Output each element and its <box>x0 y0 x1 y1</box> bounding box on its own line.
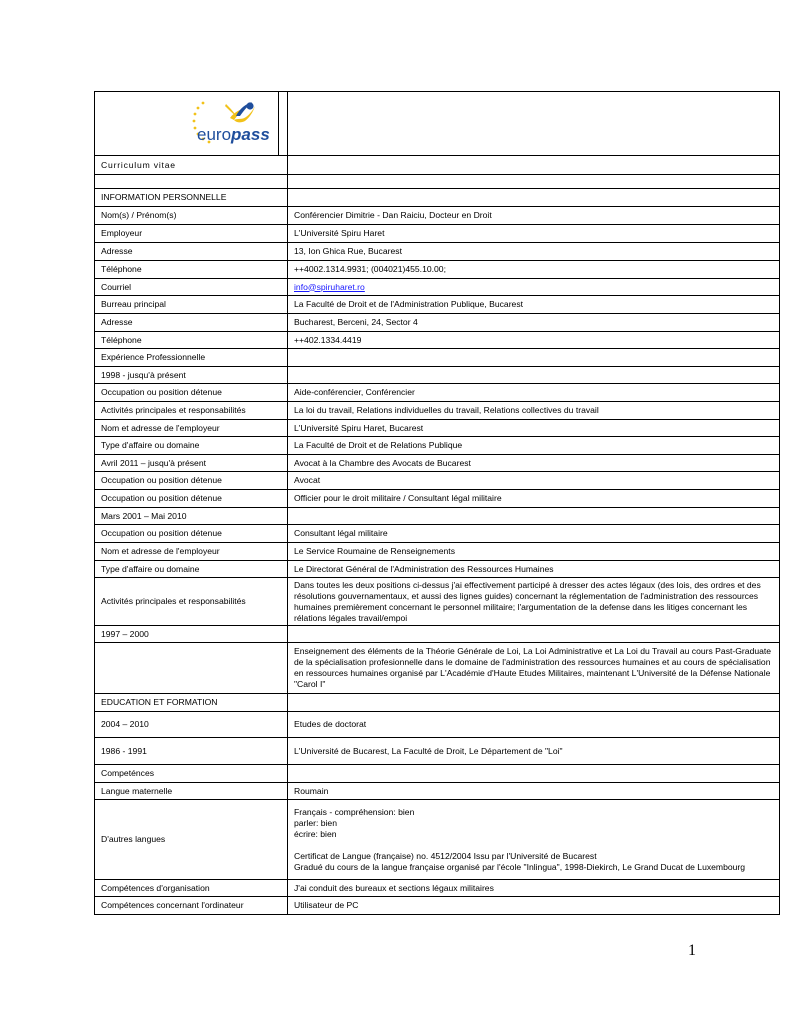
cv-row <box>95 349 780 367</box>
row-value-text: Conférencier Dimitrie - Dan Raiciu, Docteur en Droit <box>294 210 492 220</box>
cv-row <box>95 437 780 455</box>
cv-row <box>95 402 780 420</box>
cv-row <box>95 643 780 694</box>
row-label: INFORMATION PERSONNELLE <box>95 189 288 207</box>
row-label: Courriel <box>95 279 288 296</box>
row-value-text: Officier pour le droit militaire / Consultant légal militaire <box>294 493 502 503</box>
cv-row <box>95 490 780 508</box>
logo-cell <box>95 92 288 156</box>
row-value <box>288 783 780 800</box>
logo-side-box <box>278 92 288 155</box>
row-value-text: Bucharest, Berceni, 24, Sector 4 <box>294 317 418 327</box>
row-value-text: Avocat à la Chambre des Avocats de Bucarest <box>294 457 471 468</box>
row-label: Compétences d'organisation <box>95 880 288 897</box>
cv-row <box>95 225 780 243</box>
row-value-text: Etudes de doctorat <box>294 719 367 729</box>
row-value <box>288 314 780 332</box>
email-link[interactable]: info@spiruharet.ro <box>294 281 365 292</box>
row-value <box>288 207 780 225</box>
cv-row <box>95 626 780 643</box>
row-label: Activités principales et responsabilités <box>95 578 288 626</box>
cv-row <box>95 367 780 384</box>
cv-row <box>95 472 780 490</box>
cv-row <box>95 455 780 472</box>
row-value-text: Le Service Roumaine de Renseignements <box>294 546 455 556</box>
row-label: 1997 – 2000 <box>95 626 288 643</box>
row-value <box>288 437 780 455</box>
page-number: 1 <box>688 942 696 959</box>
row-value <box>288 508 780 525</box>
row-value-text: J'ai conduit des bureaux et sections légaux militaires <box>294 882 494 893</box>
row-value <box>288 279 780 296</box>
row-label: 1998 - jusqu'à présent <box>95 367 288 384</box>
row-value <box>288 175 780 189</box>
row-value <box>288 455 780 472</box>
row-value-text: ++4002.1314.9931; (004021)455.10.00; <box>294 264 446 274</box>
row-label: 1986 - 1991 <box>95 738 288 765</box>
row-value <box>288 367 780 384</box>
cv-row <box>95 175 780 189</box>
row-label: Occupation ou position détenue <box>95 490 288 508</box>
row-value <box>288 543 780 561</box>
row-label: Adresse <box>95 243 288 261</box>
row-value-text: L'Université Spiru Haret <box>294 228 385 238</box>
row-label: Type d'affaire ou domaine <box>95 561 288 578</box>
row-value <box>288 800 780 880</box>
row-value-text: La Faculté de Droit et de Relations Publique <box>294 440 463 450</box>
row-label: Curriculum vitae <box>95 156 288 175</box>
row-value-text: La loi du travail, Relations individuelles du travail, Relations collectives du travail <box>294 405 599 415</box>
row-value <box>288 490 780 508</box>
row-value <box>288 578 780 626</box>
svg-text:europass <box>197 125 270 144</box>
row-value-text: L'Université Spiru Haret, Bucarest <box>294 422 424 433</box>
row-value-text: Avocat <box>294 475 321 485</box>
row-value <box>288 225 780 243</box>
row-value <box>288 738 780 765</box>
cv-row <box>95 800 780 880</box>
row-value <box>288 880 780 897</box>
row-label: Employeur <box>95 225 288 243</box>
cv-row <box>95 189 780 207</box>
row-value-text: Aide-conférencier, Conférencier <box>294 387 415 397</box>
row-value-text: Enseignement des éléments de la Théorie Générale de Loi, La Loi Administrative et La Loi du Travail au cours Past-Graduate de la spécialisation profesionnelle dans le domaine de l'administration des ressources humaines et au cours de spécialisation en ressources humaines organisé par L'Académie d'Haute Etudes Militaires, maintenant L'Université de la Défense Nationale "Carol I" <box>294 646 772 689</box>
row-value <box>288 897 780 915</box>
row-value-text: Français - compréhension: bien parler: bien écrire: bien Certificat de Langue (française) no. 4512/2004 Issu par l'Université de Bucarest Gradué du cours de la langue française organisé par l'école "Inlingua", 1998-Diekirch, Le Grand Ducat de Luxembourg <box>294 806 746 872</box>
cv-row <box>95 384 780 402</box>
europass-logo <box>190 96 280 146</box>
row-label: Langue maternelle <box>95 783 288 800</box>
row-value-text: Dans toutes les deux positions ci-dessus j'ai effectivement participé à dresser des actes légaux (des lois, des ordres et des résolutions gouvernamentaux, et aussi des lignes guides) concernant la réglementation de l'administration des ressources humaines premièrement concernant le personnel militaire; l'argumentation de la defense dans les litiges concernant les rélations légales travail/empoi <box>294 579 761 623</box>
logo-row-empty-cell <box>288 92 780 156</box>
row-value <box>288 384 780 402</box>
row-label: Adresse <box>95 314 288 332</box>
row-value-text: Utilisateur de PC <box>294 900 359 910</box>
row-value-text: ++402.1334.4419 <box>294 334 362 345</box>
row-label: Avril 2011 – jusqu'à présent <box>95 455 288 472</box>
row-label: Téléphone <box>95 261 288 279</box>
row-value-text: Le Directorat Général de l'Administration des Ressources Humaines <box>294 563 554 574</box>
row-label: Burreau principal <box>95 296 288 314</box>
row-label: Nom(s) / Prénom(s) <box>95 207 288 225</box>
cv-row <box>95 279 780 296</box>
row-label: Nom et adresse de l'employeur <box>95 543 288 561</box>
row-label: Occupation ou position détenue <box>95 384 288 402</box>
cv-row <box>95 765 780 783</box>
row-value <box>288 643 780 694</box>
cv-row <box>95 578 780 626</box>
row-label: Expérience Professionnelle <box>95 349 288 367</box>
cv-row <box>95 897 780 915</box>
row-label <box>95 643 288 694</box>
cv-row <box>95 156 780 175</box>
row-label: Compétences concernant l'ordinateur <box>95 897 288 915</box>
cv-row <box>95 712 780 738</box>
row-value <box>288 712 780 738</box>
cv-table <box>94 91 780 915</box>
cv-row <box>95 332 780 349</box>
cv-row <box>95 783 780 800</box>
row-value-text: La Faculté de Droit et de l'Administration Publique, Bucarest <box>294 299 524 309</box>
cv-row <box>95 420 780 437</box>
logo-text-pass: pass <box>231 125 270 144</box>
row-label: Type d'affaire ou domaine <box>95 437 288 455</box>
cv-row <box>95 243 780 261</box>
cv-row <box>95 694 780 712</box>
cv-row <box>95 296 780 314</box>
row-value <box>288 296 780 314</box>
row-label: Nom et adresse de l'employeur <box>95 420 288 437</box>
row-value <box>288 472 780 490</box>
cv-row <box>95 508 780 525</box>
row-value <box>288 626 780 643</box>
row-label: Occupation ou position détenue <box>95 472 288 490</box>
row-label: D'autres langues <box>95 800 288 880</box>
row-value-text: L'Université de Bucarest, La Faculté de Droit, Le Département de "Loi" <box>294 745 563 756</box>
row-value <box>288 156 780 175</box>
logo-text-euro: euro <box>197 125 232 144</box>
row-value <box>288 694 780 712</box>
jumping-figure-icon <box>225 102 255 122</box>
row-value <box>288 561 780 578</box>
row-label: Activités principales et responsabilités <box>95 402 288 420</box>
logo-row <box>95 92 780 156</box>
cv-row <box>95 207 780 225</box>
row-label: EDUCATION ET FORMATION <box>95 694 288 712</box>
cv-row <box>95 880 780 897</box>
row-label: Occupation ou position détenue <box>95 525 288 543</box>
row-value <box>288 349 780 367</box>
row-label: Téléphone <box>95 332 288 349</box>
row-value <box>288 402 780 420</box>
cv-row <box>95 314 780 332</box>
row-value-text: 13, Ion Ghica Rue, Bucarest <box>294 246 402 256</box>
row-label: 2004 – 2010 <box>95 712 288 738</box>
cv-row <box>95 738 780 765</box>
row-value-text: Consultant légal militaire <box>294 528 388 538</box>
row-value <box>288 525 780 543</box>
row-label <box>95 175 288 189</box>
cv-row <box>95 561 780 578</box>
row-value <box>288 332 780 349</box>
row-value <box>288 261 780 279</box>
row-value <box>288 243 780 261</box>
row-value <box>288 420 780 437</box>
row-value <box>288 189 780 207</box>
row-value-text: Roumain <box>294 785 329 796</box>
cv-row <box>95 261 780 279</box>
row-value <box>288 765 780 783</box>
row-label: Mars 2001 – Mai 2010 <box>95 508 288 525</box>
row-label: Competénces <box>95 765 288 783</box>
cv-row <box>95 543 780 561</box>
cv-row <box>95 525 780 543</box>
